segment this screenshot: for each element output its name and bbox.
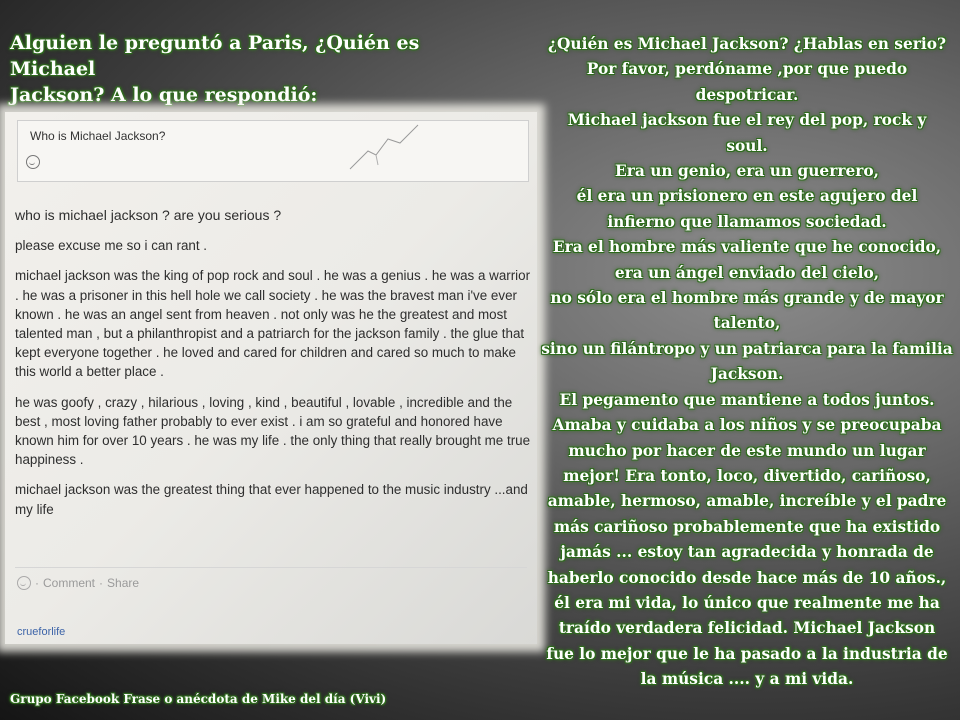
translation-line: despotricar.: [695, 85, 799, 104]
translation-line: amable, hermoso, amable, increíble y el padre: [547, 492, 947, 511]
share-link[interactable]: Share: [107, 576, 140, 590]
post-actions: [15, 567, 527, 638]
group-credit: Grupo Facebook Frase o anécdota de Mike del día (Vivi): [10, 692, 387, 706]
separator: ·: [99, 576, 104, 590]
translation-line: la música .... y a mi vida.: [640, 670, 854, 689]
translation-line: jamás ... estoy tan agradecida y honrada de: [560, 543, 934, 562]
smiley-icon[interactable]: [17, 576, 31, 590]
post-photo: [5, 112, 537, 644]
translation-line: traído verdadera felicidad. Michael Jackson: [558, 619, 936, 638]
smiley-icon: [26, 155, 40, 169]
heading-line-1: Alguien le preguntó a Paris, ¿Quién es Michael: [10, 32, 420, 80]
translation-line: Por favor, perdóname ,por que puedo: [586, 60, 908, 79]
translation-line: mucho por hacer de este mundo un lugar: [568, 441, 926, 460]
screen-crack-icon: [348, 121, 428, 171]
translation-line: mejor! Era tonto, loco, divertido, cariñoso,: [563, 466, 931, 485]
translation-line: haberlo conocido desde hace más de 10 años.,: [547, 568, 947, 587]
comment-link[interactable]: Comment: [43, 576, 96, 590]
translation-line: talento,: [713, 314, 781, 333]
username-link[interactable]: crueforlife: [17, 626, 66, 638]
post-paragraph: please excuse me so i can rant .: [15, 238, 208, 254]
post-body: [15, 206, 531, 530]
post-paragraph: he was goofy , crazy , hilarious , loving , kind , beautiful , lovable , incredible and the best , most loving father probably to ever exist . i am so grateful and honored have known him for over 10 years . he was my life . the only thing that really brought me true happiness .: [15, 394, 531, 468]
translation-line: Era un genio, era un guerrero,: [615, 162, 879, 181]
separator: ·: [35, 576, 39, 590]
translation-line: no sólo era el hombre más grande y de mayor: [550, 289, 944, 308]
translation-line: él era un prisionero en este agujero del: [576, 187, 918, 206]
question-title: Who is Michael Jackson?: [30, 129, 166, 143]
translation-line: El pegamento que mantiene a todos juntos.: [559, 390, 935, 409]
translation-line: era un ángel enviado del cielo,: [614, 263, 880, 282]
translation-line: más cariñoso probablemente que ha existido: [553, 517, 941, 536]
question-card: [17, 120, 529, 182]
page-heading: [10, 30, 510, 108]
translation-line: él era mi vida, lo único que realmente me ha: [554, 593, 940, 612]
spanish-translation: [538, 32, 956, 693]
action-row: [17, 576, 139, 590]
post-paragraph: who is michael jackson ? are you serious ?: [15, 207, 282, 223]
translation-line: Amaba y cuidaba a los niños y se preocupaba: [552, 416, 942, 435]
translation-line: fue lo mejor que le ha pasado a la industria de: [546, 644, 948, 663]
translation-line: Jackson.: [710, 365, 784, 384]
translation-line: ¿Quién es Michael Jackson? ¿Hablas en serio?: [548, 35, 946, 53]
translation-line: sino un filántropo y un patriarca para la familia: [541, 339, 953, 358]
translation-line: soul.: [726, 136, 768, 155]
translation-line: infierno que llamamos sociedad.: [607, 212, 887, 231]
translation-line: Michael jackson fue el rey del pop, rock y: [567, 111, 927, 130]
post-paragraph: michael jackson was the king of pop rock and soul . he was a genius . he was a warrior . he was a prisoner in this hell hole we call society . he was the bravest man i've ever known . he was an angel sent from heaven . not only was he the greatest and most talented man , but a philanthropist and a patriarch for the jackson family . the glue that kept everyone together . he loved and cared for children and cared so much to make this world a better place .: [15, 268, 531, 380]
translation-line: Era el hombre más valiente que he conocido,: [552, 238, 942, 257]
heading-line-2: Jackson? A lo que respondió:: [10, 84, 318, 106]
post-paragraph: michael jackson was the greatest thing that ever happened to the music industry ...and my life: [15, 482, 528, 517]
